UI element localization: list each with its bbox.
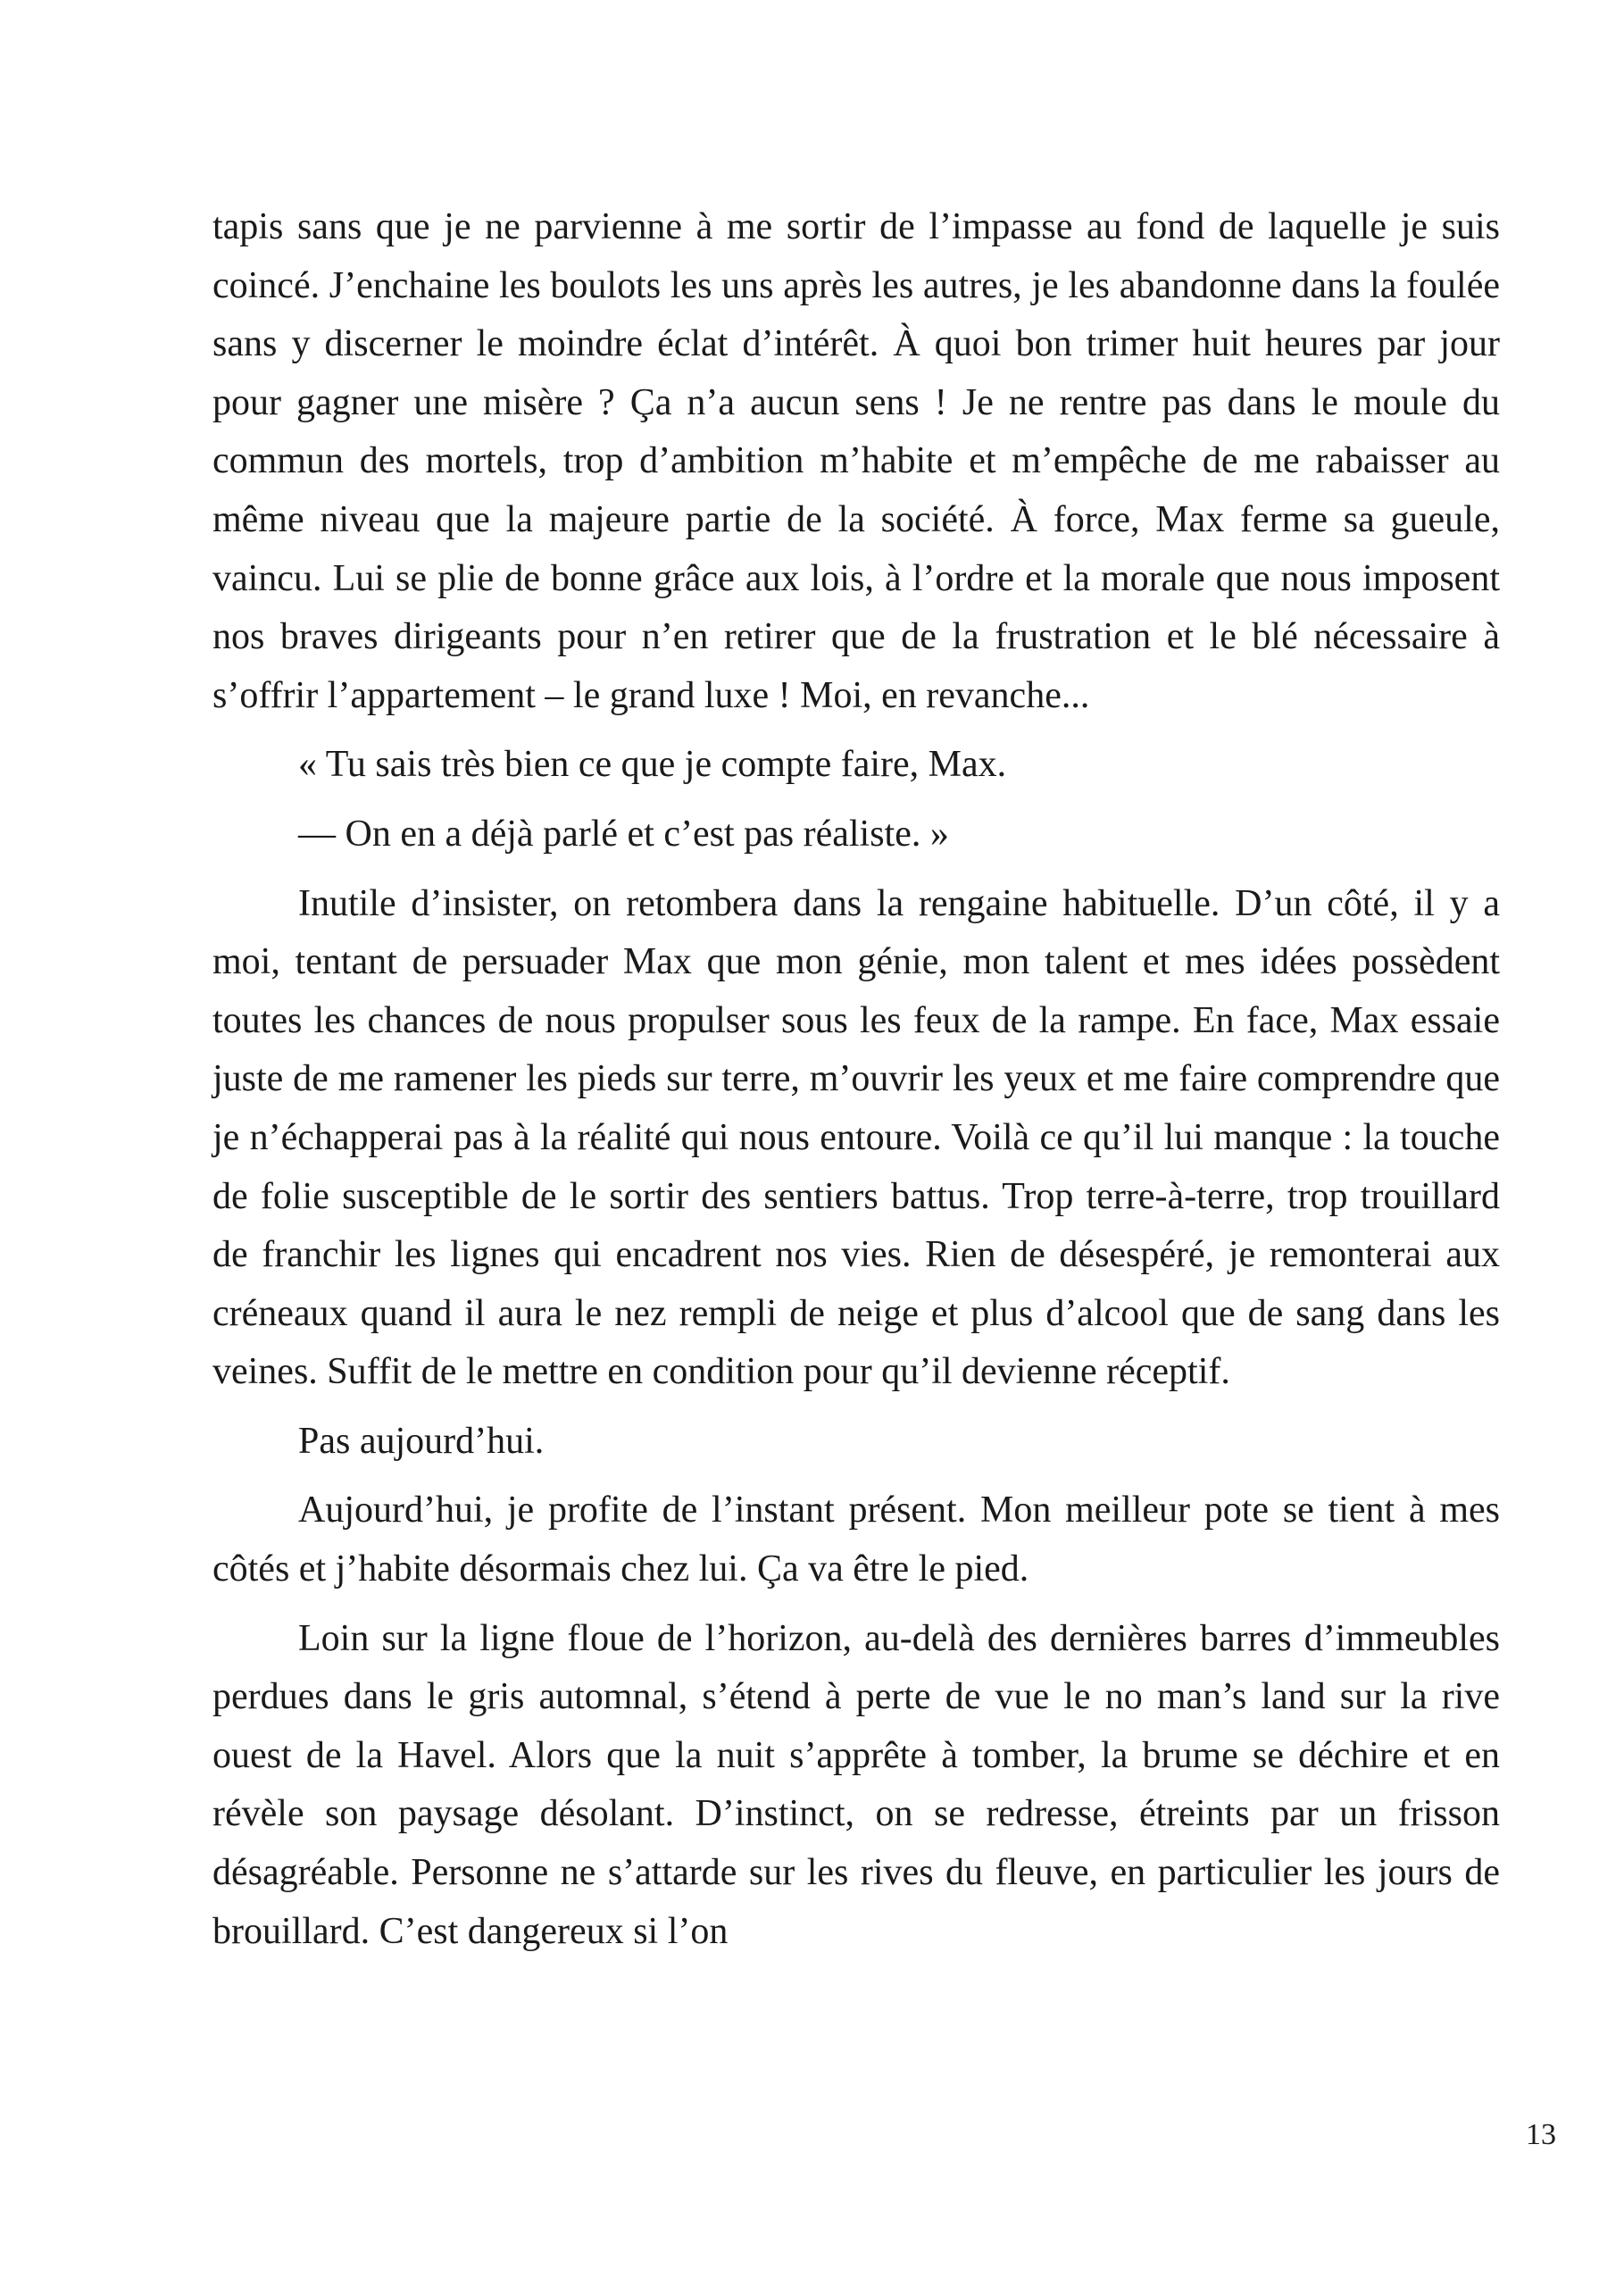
body-text xyxy=(212,198,1500,1972)
dialogue-line: — On en a déjà parlé et c’est pas réaliste. » xyxy=(298,813,949,855)
dialogue-line: « Tu sais très bien ce que je compte faire, Max. xyxy=(298,744,1007,786)
paragraph: Pas aujourd’hui. xyxy=(298,1420,545,1462)
page-number: 13 xyxy=(1526,2118,1556,2151)
paragraph-continuation: tapis sans que je ne parvienne à me sortir de l’impasse au fond de laquelle je suis coincé. J’enchaine les boulots les uns après les autres, je les abandonne dans la foulée sans y discerner le moindre éclat d’intérêt. À quoi bon trimer huit heures par jour pour gagner une misère ? Ça n’a aucun sens ! Je ne rentre pas dans le moule du commun des mortels, trop d’ambition m’habite et m’empêche de me rabaisser au même niveau que la majeure partie de la société. À force, Max ferme sa gueule, vaincu. Lui se plie de bonne grâce aux lois, à l’ordre et la morale que nous imposent nos braves dirigeants pour n’en retirer que de la frustration et le blé nécessaire à s’offrir l’appartement – le grand luxe ! Moi, en revanche... xyxy=(212,206,1500,716)
paragraph: Aujourd’hui, je profite de l’instant présent. Mon meilleur pote se tient à mes côtés et j’habite désormais chez lui. Ça va être le pied. xyxy=(212,1489,1500,1590)
paragraph: Loin sur la ligne floue de l’horizon, au-delà des dernières barres d’immeubles perdues dans le gris automnal, s’étend à perte de vue le no man’s land sur la rive ouest de la Havel. Alors que la nuit s’apprête à tomber, la brume se déchire et en révèle son paysage désolant. D’instinct, on se redresse, étreints par un frisson désagréable. Personne ne s’attarde sur les rives du fleuve, en particulier les jours de brouillard. C’est dangereux si l’on xyxy=(212,1617,1500,1952)
paragraph: Inutile d’insister, on retombera dans la rengaine habituelle. D’un côté, il y a moi, tentant de persuader Max que mon génie, mon talent et mes idées possèdent toutes les chances de nous propulser sous les feux de la rampe. En face, Max essaie juste de me ramener les pieds sur terre, m’ouvrir les yeux et me faire comprendre que je n’échapperai pas à la réalité qui nous entoure. Voilà ce qu’il lui manque : la touche de folie susceptible de le sortir des sentiers battus. Trop terre-à-terre, trop trouillard de franchir les lignes qui encadrent nos vies. Rien de désespéré, je remonterai aux créneaux quand il aura le nez rempli de neige et plus d’alcool que de sang dans les veines. Suffit de le mettre en condition pour qu’il devienne réceptif. xyxy=(212,882,1500,1393)
